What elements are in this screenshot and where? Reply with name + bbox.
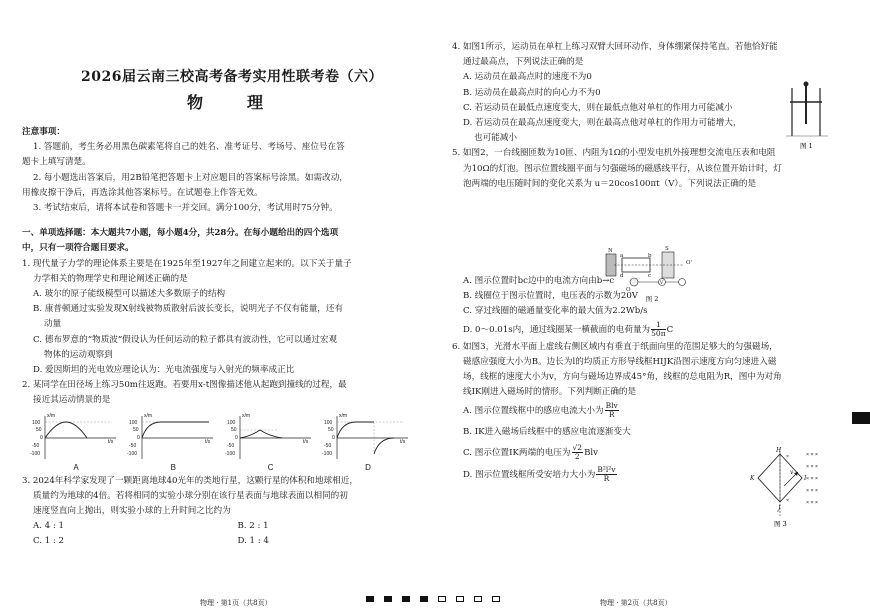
q1-option-b: B. 康普顿通过实验发现X射线被物质散射后波长变长，说明光子不仅有能量，还有: [33, 304, 344, 315]
svg-text:× × ×: × × ×: [806, 488, 818, 494]
q5-option-a: A. 图示位置时bc边中的电流方向由b→c: [463, 276, 615, 287]
notice-line: 3. 考试结束后，请将本试卷和答题卡一并交回。满分100分，考试用时75分钟。: [33, 203, 338, 214]
tick-label: 50: [327, 426, 334, 433]
exam-subject: 物 理: [186, 93, 277, 112]
figure-3-label: 图 3: [774, 520, 787, 528]
tick-label: -100: [321, 450, 332, 457]
q6-stem: 6. 如图3，光滑水平面上虚线右侧区域内有垂直于纸面向里的范围足够大的匀强磁场，: [452, 341, 778, 352]
q4-stem: 4. 如图1所示，运动员在单杠上练习双臂大回环动作，身体绷紧保持笔直。若他恰好能: [452, 42, 778, 52]
svg-text:×: ×: [786, 454, 790, 460]
q1-stem: 1. 现代量子力学的理论体系主要是在1925年至1927年之间建立起来的。以下关于量子: [22, 258, 352, 269]
notice-line: 2. 每小题选出答案后，用2B铅笔把答题卡上对应题目的答案标号涂黑。如需改动，: [33, 172, 348, 183]
x-axis-label: t/s: [399, 438, 406, 445]
fraction-denominator: R: [608, 410, 615, 420]
notice-line: 题卡上填写清楚。: [22, 157, 91, 168]
tick-label: 0: [40, 434, 43, 441]
q5-stem: 为10Ω的灯泡。图示位置线圈平面与匀强磁场的磁感线平行，从该位置开始计时，灯: [463, 163, 782, 174]
fraction-numerator: B²l²v: [597, 465, 616, 475]
q6-stem: 线IK刚进入磁场时的情形。下列判断正确的是: [463, 387, 637, 398]
q3-option-c: C. 1 : 2: [33, 536, 65, 547]
tick-label: 100: [323, 419, 333, 426]
section-heading: 一、单项选择题：本大题共7小题，每小题4分，共28分。在每小题给出的四个选项: [22, 228, 339, 239]
q3-stem: 3. 2024年科学家发现了一颗距离地球40光年的类地行星，这颗行星的体积和地球相近，: [22, 475, 358, 486]
q3-option-b: B. 2 : 1: [237, 521, 269, 532]
figure-2: [604, 246, 700, 303]
footer-square: [384, 596, 392, 602]
tick-label: 50: [230, 426, 237, 433]
q3-options-row: [22, 519, 442, 534]
fraction: [596, 466, 616, 483]
q5-option-d: [452, 320, 848, 340]
x-axis-label: t/s: [302, 438, 308, 445]
exam-title: 2026届云南三校高考备考实用性联考卷（六）: [81, 69, 383, 85]
page-footer-right: 物理 · 第2页（共8页）: [600, 599, 672, 607]
q2-charts: [32, 413, 412, 472]
footer-square: [438, 596, 446, 602]
letter: a: [620, 253, 624, 259]
notice-line: 1. 答题前，考生务必用黑色碳素笔将自己的姓名、准考证号、考场号、座位号在答: [33, 142, 345, 153]
tick-label: 0: [331, 434, 335, 441]
chart-caption: A: [73, 462, 79, 472]
q5-stem: 5. 如图2，一台线圈匝数为10匝、内阻为1Ω的小型发电机外接理想交流电压表和电阻: [452, 148, 776, 159]
footer-square: [474, 596, 482, 602]
q3-stem: 质量约为地球的4倍。若将相同的实验小球分别在该行星表面与地球表面以相同的初: [33, 490, 348, 501]
q1-stem: 力学相关的物理学史和理论阐述正确的是: [33, 273, 188, 284]
page-edge-marker: [852, 412, 870, 424]
letter: V: [660, 281, 664, 286]
chart-caption: C: [267, 462, 274, 472]
letter: I: [804, 475, 807, 482]
tick-label: -50: [129, 442, 137, 449]
x-axis-label: t/s: [108, 438, 114, 445]
figure-3: [746, 446, 838, 536]
q3-option-a: A. 4 : 1: [33, 521, 64, 532]
y-axis-label: x/m: [338, 412, 348, 419]
chart-caption: D: [365, 462, 371, 472]
chart-caption: B: [170, 462, 176, 472]
tick-label: 50: [36, 426, 42, 433]
letter: v: [790, 469, 794, 476]
footer-squares: [366, 596, 500, 602]
tick-label: 100: [129, 419, 138, 426]
fraction-denominator: 2: [574, 452, 580, 462]
q6-option-c-text: C. 图示位置IK两端的电压为: [463, 448, 571, 459]
svg-text:× × ×: × × ×: [806, 464, 818, 470]
q1-option-d: D. 爱因斯坦的光电效应理论认为：光电流强度与入射光的频率成正比: [33, 365, 295, 376]
q6-stem: 场，线框的速度大小为v，方向与磁场边界成45°角，线框的总电阻为R，图中为对角: [463, 372, 782, 383]
q2-chart-a: [32, 413, 120, 472]
q4-option-b: B. 运动员在最高点时的向心力不为0: [463, 87, 601, 98]
footer-square: [456, 596, 464, 602]
letter: O: [626, 287, 631, 293]
q2-chart-b: [129, 413, 217, 472]
tick-label: -100: [224, 450, 235, 457]
fraction-numerator: 1: [651, 321, 665, 330]
fraction: [605, 402, 619, 419]
notice-line: 用橡皮擦干净后，再选涂其他答案标号。在试题卷上作答无效。: [22, 187, 263, 198]
letter: N: [608, 248, 613, 254]
letter: O': [686, 260, 693, 266]
letter: c: [648, 273, 652, 279]
q1-option-a: A. 玻尔的原子能级模型可以描述大多数原子的结构: [33, 289, 226, 300]
svg-text:× × ×: × × ×: [806, 476, 818, 482]
fraction: [651, 321, 665, 338]
q2-chart-d: [321, 412, 412, 472]
q4-option-d: D. 若运动员在最高点速度变大，则在最高点他对单杠的作用力可能增大，: [463, 118, 742, 129]
letter: S: [665, 246, 669, 252]
tick-label: -100: [127, 450, 138, 457]
tick-label: -100: [30, 450, 41, 457]
y-axis-label: x/m: [47, 412, 56, 419]
q5-stem: 泡两端的电压随时间的变化关系为 u＝20cos100πt（V）。下列说法正确的是: [463, 178, 757, 189]
y-axis-label: x/m: [241, 412, 250, 419]
letter: b: [648, 253, 652, 259]
svg-text:× × ×: × × ×: [806, 500, 818, 506]
q4-option-a: A. 运动员在最高点时的速度不为0: [463, 72, 592, 83]
fraction-denominator: 50π: [651, 328, 666, 338]
q6-option-a-text: A. 图示位置线框中的感应电流大小为: [463, 406, 604, 417]
q2-stem: 2. 某同学在田径场上练习50m往返跑。若要用x-t图像描述他从起跑到撞线的过程，最: [22, 380, 347, 391]
q5-option-d-text: D. 0～0.01s内，通过线圈某一横截面的电荷量为: [463, 324, 651, 335]
left-column: [22, 30, 442, 550]
q1-option-c: 物体的运动观察到: [44, 349, 113, 360]
q1-option-b: 动量: [44, 319, 62, 330]
fraction-numerator: √2: [572, 443, 583, 453]
svg-text:× × ×: × × ×: [806, 452, 818, 458]
tick-label: -50: [226, 442, 234, 449]
q1-option-c: C. 德布罗意的“物质波”假设认为任何运动的粒子都具有波动性，它可以通过宏观: [33, 334, 338, 345]
fraction-denominator: R: [603, 474, 610, 484]
q4-option-c: C. 若运动员在最低点速度变大，则在最低点他对单杠的作用力可能减小: [463, 102, 733, 113]
page-footer-left: 物理 · 第1页（共8页）: [200, 599, 272, 607]
svg-text:×: ×: [786, 498, 790, 504]
q4-option-d: 也可能减小: [474, 133, 517, 144]
q6-option-d-text: D. 图示位置线框所受安培力大小为: [463, 470, 596, 481]
q3-option-d: D. 1 : 4: [237, 536, 269, 547]
q4-stem: 通过最高点，下列说法正确的是: [463, 57, 584, 68]
letter: K: [750, 475, 755, 482]
notice-heading: 注意事项：: [22, 127, 65, 137]
tick-label: 0: [137, 434, 141, 441]
q6-option-b-text: B. IK进入磁场后线框中的感应电流逐渐变大: [463, 427, 631, 438]
fraction-numerator: Blv: [605, 401, 618, 411]
footer-square: [366, 596, 374, 602]
fraction: [572, 444, 584, 461]
tick-label: 0: [234, 434, 238, 441]
footer-square: [402, 596, 410, 602]
q3-stem: 速度竖直向上抛出，则实验小球的上升时间之比约为: [33, 506, 231, 517]
q6-option-a: [452, 400, 848, 422]
tick-label: 100: [226, 419, 235, 426]
figure-2-label: 图 2: [645, 295, 659, 303]
tick-label: -50: [32, 442, 40, 449]
letter: J: [778, 505, 781, 512]
footer-square: [420, 596, 428, 602]
q6-option-c-suffix: Blv: [584, 448, 598, 459]
letter: H: [776, 447, 782, 454]
section-heading: 中，只有一项符合题目要求。: [22, 243, 134, 254]
q6-stem: 磁感应强度大小为B。边长为l的均质正方形导线框HIJK沿图示速度方向匀速进入磁: [463, 356, 777, 367]
footer-square: [492, 596, 500, 602]
y-axis-label: x/m: [144, 412, 153, 419]
letter: d: [620, 273, 624, 279]
q2-stem: 接近其运动情景的是: [33, 395, 111, 406]
q5-option-c: C. 穿过线圈的磁通量变化率的最大值为2.2Wb/s: [463, 306, 648, 317]
q6-option-b: [452, 422, 848, 442]
q3-options-row: [22, 534, 442, 549]
q2-chart-c: [224, 412, 315, 472]
figure-1: [786, 80, 832, 156]
tick-label: 100: [32, 419, 41, 426]
figure-1-label: 图 1: [800, 142, 813, 150]
tick-label: 50: [133, 426, 139, 433]
x-axis-label: t/s: [205, 438, 211, 445]
unit: C: [666, 324, 674, 335]
tick-label: -50: [323, 442, 332, 449]
q5-option-b: B. 线圈位于图示位置时，电压表的示数为20V: [463, 291, 639, 302]
